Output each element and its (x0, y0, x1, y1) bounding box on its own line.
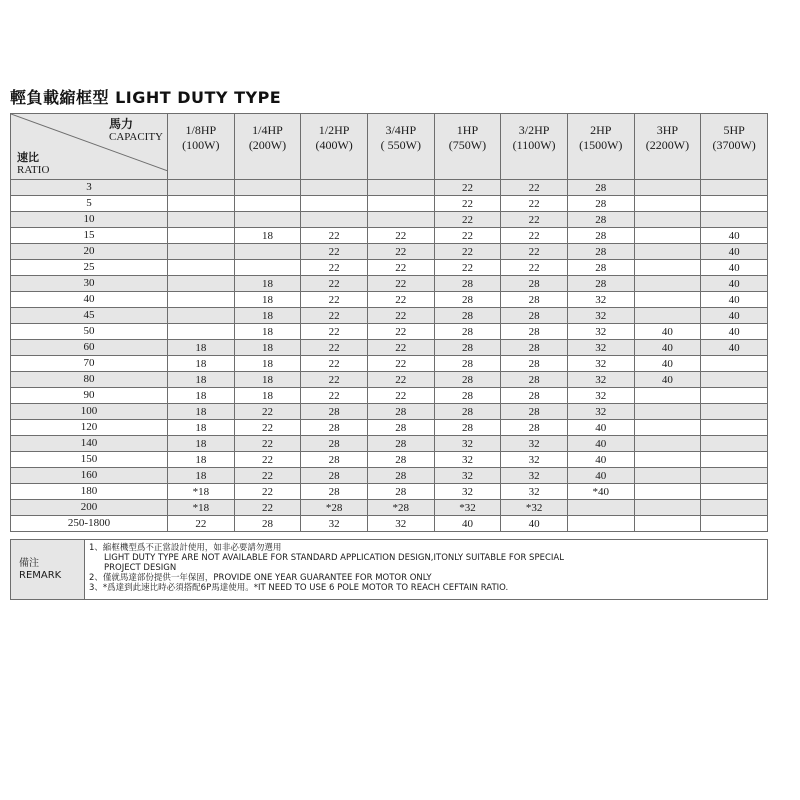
frame-size-cell: 32 (501, 452, 568, 468)
capacity-label-zh: 馬力 (108, 117, 133, 131)
frame-size-cell: 22 (501, 196, 568, 212)
frame-size-cell (234, 196, 301, 212)
ratio-label-zh: 速比 (17, 151, 39, 164)
remark-line-1-en: LIGHT DUTY TYPE ARE NOT AVAILABLE FOR STANDARD APPLICATION DESIGN,ITONLY SUITABLE FOR SPECIAL (104, 553, 564, 563)
frame-size-cell (634, 388, 701, 404)
remark-line-1-en-cont: PROJECT DESIGN (104, 563, 177, 573)
capacity-column-header (301, 114, 368, 180)
frame-size-cell: 28 (567, 244, 634, 260)
frame-size-cell: 18 (168, 436, 235, 452)
frame-size-cell: 28 (301, 452, 368, 468)
capacity-column-header (701, 114, 768, 180)
frame-size-cell: 28 (301, 484, 368, 500)
frame-size-cell: 28 (434, 340, 501, 356)
frame-size-cell (701, 212, 768, 228)
capacity-column-header (434, 114, 501, 180)
frame-size-cell: *18 (168, 484, 235, 500)
frame-size-cell (367, 180, 434, 196)
frame-size-cell: 18 (168, 388, 235, 404)
frame-size-cell: 32 (301, 516, 368, 532)
frame-size-cell: 40 (701, 244, 768, 260)
frame-size-cell: 22 (367, 228, 434, 244)
frame-size-cell: 32 (367, 516, 434, 532)
frame-size-cell: 22 (301, 388, 368, 404)
frame-size-cell: 18 (168, 420, 235, 436)
frame-size-cell (168, 276, 235, 292)
frame-size-cell: 18 (234, 388, 301, 404)
column-hp-label: 1/8HP (185, 123, 217, 137)
frame-size-cell: 28 (367, 468, 434, 484)
frame-size-cell: 28 (501, 404, 568, 420)
frame-size-cell: 22 (234, 404, 301, 420)
frame-size-cell: 28 (501, 356, 568, 372)
ratio-cell: 200 (11, 500, 168, 516)
frame-size-cell: 28 (301, 436, 368, 452)
frame-size-cell: 22 (301, 308, 368, 324)
ratio-cell: 5 (11, 196, 168, 212)
frame-size-cell: 32 (567, 324, 634, 340)
frame-size-cell: 28 (501, 340, 568, 356)
frame-size-cell: 40 (634, 372, 701, 388)
capacity-column-header (567, 114, 634, 180)
frame-size-cell (301, 212, 368, 228)
table-row (11, 228, 768, 244)
frame-size-cell: 28 (301, 468, 368, 484)
frame-size-cell: 18 (168, 404, 235, 420)
ratio-cell: 120 (11, 420, 168, 436)
remark-label-zh: 備注 (19, 557, 39, 569)
capacity-label-en: CAPACITY (109, 131, 163, 143)
frame-size-cell: 22 (367, 356, 434, 372)
frame-size-cell: 32 (567, 292, 634, 308)
ratio-cell: 90 (11, 388, 168, 404)
table-row (11, 452, 768, 468)
frame-size-cell: *40 (567, 484, 634, 500)
frame-size-cell: 28 (501, 292, 568, 308)
frame-size-cell: 28 (367, 484, 434, 500)
frame-size-cell (701, 468, 768, 484)
ratio-cell: 150 (11, 452, 168, 468)
remark-line-1: 1、縮框機型爲不正當設計使用，如非必要請勿選用 (89, 543, 282, 553)
frame-size-cell: 28 (367, 420, 434, 436)
column-hp-label: 1HP (456, 123, 479, 137)
frame-size-cell (634, 212, 701, 228)
frame-size-cell: 40 (701, 324, 768, 340)
frame-size-cell: *32 (434, 500, 501, 516)
frame-size-cell: 28 (367, 436, 434, 452)
frame-size-cell: 28 (434, 404, 501, 420)
frame-size-cell: 28 (567, 260, 634, 276)
frame-size-cell (634, 484, 701, 500)
ratio-cell: 250-1800 (11, 516, 168, 532)
frame-size-cell (634, 244, 701, 260)
frame-size-cell: 40 (701, 340, 768, 356)
ratio-cell: 40 (11, 292, 168, 308)
frame-size-cell (301, 180, 368, 196)
light-duty-spec-table (10, 113, 768, 532)
frame-size-cell: 18 (234, 228, 301, 244)
frame-size-cell: 22 (234, 500, 301, 516)
frame-size-cell: 28 (434, 276, 501, 292)
ratio-cell: 160 (11, 468, 168, 484)
remark-body (85, 540, 768, 600)
frame-size-cell: 40 (701, 276, 768, 292)
frame-size-cell: 22 (367, 324, 434, 340)
frame-size-cell: *28 (301, 500, 368, 516)
frame-size-cell: 28 (434, 372, 501, 388)
frame-size-cell: 22 (367, 388, 434, 404)
table-row (11, 180, 768, 196)
frame-size-cell (168, 228, 235, 244)
frame-size-cell (634, 180, 701, 196)
frame-size-cell: 28 (367, 404, 434, 420)
table-row (11, 196, 768, 212)
frame-size-cell: 32 (501, 436, 568, 452)
frame-size-cell (701, 420, 768, 436)
column-watt-label: (200W) (248, 138, 287, 152)
column-hp-label: 1/2HP (318, 123, 350, 137)
frame-size-cell: 28 (567, 228, 634, 244)
frame-size-cell (168, 324, 235, 340)
frame-size-cell: 22 (301, 292, 368, 308)
frame-size-cell (234, 244, 301, 260)
frame-size-cell: 40 (567, 468, 634, 484)
ratio-cell: 45 (11, 308, 168, 324)
frame-size-cell: 40 (567, 436, 634, 452)
frame-size-cell (701, 516, 768, 532)
ratio-cell: 60 (11, 340, 168, 356)
frame-size-cell (367, 196, 434, 212)
frame-size-cell (634, 436, 701, 452)
frame-size-cell: 22 (301, 276, 368, 292)
frame-size-cell: 40 (701, 292, 768, 308)
frame-size-cell: 22 (301, 356, 368, 372)
frame-size-cell (634, 292, 701, 308)
remark-label-en: REMARK (19, 569, 62, 581)
frame-size-cell: 22 (501, 180, 568, 196)
table-row (11, 484, 768, 500)
frame-size-cell (301, 196, 368, 212)
capacity-column-header (501, 114, 568, 180)
column-watt-label: (2200W) (645, 138, 690, 152)
capacity-column-header (367, 114, 434, 180)
column-watt-label: (1100W) (512, 138, 556, 152)
ratio-cell: 25 (11, 260, 168, 276)
table-row (11, 244, 768, 260)
frame-size-cell: 22 (434, 244, 501, 260)
frame-size-cell: 40 (701, 228, 768, 244)
frame-size-cell: 22 (301, 228, 368, 244)
frame-size-cell: 22 (234, 484, 301, 500)
frame-size-cell: 40 (634, 356, 701, 372)
frame-size-cell (634, 420, 701, 436)
frame-size-cell (634, 516, 701, 532)
frame-size-cell (634, 276, 701, 292)
frame-size-cell (168, 196, 235, 212)
frame-size-cell: 28 (567, 276, 634, 292)
frame-size-cell: 28 (434, 292, 501, 308)
frame-size-cell (567, 500, 634, 516)
frame-size-cell: 22 (434, 228, 501, 244)
frame-size-cell: 22 (301, 244, 368, 260)
table-row (11, 500, 768, 516)
column-watt-label: (750W) (448, 138, 487, 152)
frame-size-cell: 28 (501, 308, 568, 324)
column-hp-label: 3/2HP (518, 123, 550, 137)
frame-size-cell: 22 (301, 340, 368, 356)
frame-size-cell: 22 (367, 260, 434, 276)
ratio-cell: 30 (11, 276, 168, 292)
column-watt-label: (400W) (315, 138, 353, 152)
table-row (11, 516, 768, 532)
table-row (11, 388, 768, 404)
ratio-cell: 100 (11, 404, 168, 420)
frame-size-cell (701, 356, 768, 372)
frame-size-cell: 28 (234, 516, 301, 532)
frame-size-cell (367, 212, 434, 228)
frame-size-cell: 22 (234, 468, 301, 484)
frame-size-cell: 28 (301, 420, 368, 436)
frame-size-cell: 18 (234, 324, 301, 340)
frame-size-cell: 32 (567, 308, 634, 324)
frame-size-cell: 28 (434, 420, 501, 436)
capacity-column-header (234, 114, 301, 180)
table-row (11, 436, 768, 452)
frame-size-cell: 22 (234, 452, 301, 468)
frame-size-cell: 28 (434, 308, 501, 324)
frame-size-cell: 22 (367, 308, 434, 324)
frame-size-cell: 32 (567, 340, 634, 356)
table-row (11, 340, 768, 356)
column-watt-label: (3700W) (712, 138, 756, 152)
frame-size-cell: 18 (234, 308, 301, 324)
table-corner-header (11, 114, 168, 180)
frame-size-cell: 28 (501, 420, 568, 436)
ratio-cell: 10 (11, 212, 168, 228)
table-row (11, 212, 768, 228)
frame-size-cell: 22 (367, 276, 434, 292)
frame-size-cell (701, 180, 768, 196)
ratio-cell: 3 (11, 180, 168, 196)
frame-size-cell (701, 500, 768, 516)
frame-size-cell: 32 (434, 436, 501, 452)
frame-size-cell: 18 (168, 356, 235, 372)
remark-line-2: 2、僅就馬達部份提供一年保固，PROVIDE ONE YEAR GUARANTEE FOR MOTOR ONLY (89, 573, 432, 583)
remark-section (10, 539, 768, 600)
frame-size-cell: 32 (567, 404, 634, 420)
frame-size-cell: 32 (434, 484, 501, 500)
frame-size-cell: 22 (301, 324, 368, 340)
frame-size-cell (701, 404, 768, 420)
frame-size-cell: 40 (701, 260, 768, 276)
table-row (11, 420, 768, 436)
frame-size-cell: 22 (434, 180, 501, 196)
ratio-cell: 70 (11, 356, 168, 372)
frame-size-cell: 32 (567, 388, 634, 404)
column-watt-label: ( 550W) (380, 138, 421, 152)
column-hp-label: 3HP (656, 123, 679, 137)
frame-size-cell (234, 260, 301, 276)
frame-size-cell: 18 (234, 340, 301, 356)
frame-size-cell: 32 (434, 468, 501, 484)
frame-size-cell: 40 (501, 516, 568, 532)
frame-size-cell (168, 260, 235, 276)
frame-size-cell: 18 (234, 356, 301, 372)
frame-size-cell: 22 (434, 196, 501, 212)
column-hp-label: 3/4HP (385, 123, 417, 137)
frame-size-cell (634, 452, 701, 468)
frame-size-cell: 28 (567, 212, 634, 228)
frame-size-cell: 18 (168, 468, 235, 484)
frame-size-cell: 28 (567, 196, 634, 212)
capacity-column-header (168, 114, 235, 180)
frame-size-cell (701, 452, 768, 468)
table-row (11, 372, 768, 388)
frame-size-cell: 40 (567, 420, 634, 436)
frame-size-cell (234, 212, 301, 228)
frame-size-cell: 22 (434, 212, 501, 228)
frame-size-cell: 32 (501, 468, 568, 484)
frame-size-cell: 22 (367, 244, 434, 260)
frame-size-cell: 22 (234, 420, 301, 436)
remark-line-3: 3、*爲達到此速比時必須搭配6P馬達使用。*IT NEED TO USE 6 POLE MOTOR TO REACH CEFTAIN RATIO. (89, 583, 509, 593)
frame-size-cell: 22 (234, 436, 301, 452)
ratio-cell: 15 (11, 228, 168, 244)
column-watt-label: (1500W) (579, 138, 623, 152)
frame-size-cell: 22 (434, 260, 501, 276)
table-row (11, 260, 768, 276)
frame-size-cell: 28 (301, 404, 368, 420)
frame-size-cell: 40 (567, 452, 634, 468)
frame-size-cell (701, 484, 768, 500)
table-row (11, 404, 768, 420)
remark-label (11, 540, 85, 600)
frame-size-cell: 28 (501, 388, 568, 404)
frame-size-cell: *32 (501, 500, 568, 516)
ratio-cell: 180 (11, 484, 168, 500)
frame-size-cell: 22 (367, 340, 434, 356)
ratio-cell: 50 (11, 324, 168, 340)
frame-size-cell (168, 212, 235, 228)
frame-size-cell (634, 308, 701, 324)
table-row (11, 308, 768, 324)
frame-size-cell (168, 308, 235, 324)
frame-size-cell: 18 (234, 276, 301, 292)
page-title: 輕負載縮框型 LIGHT DUTY TYPE (10, 88, 282, 107)
ratio-cell: 80 (11, 372, 168, 388)
frame-size-cell: 18 (234, 292, 301, 308)
frame-size-cell: 28 (434, 356, 501, 372)
frame-size-cell: 22 (501, 244, 568, 260)
frame-size-cell (634, 228, 701, 244)
frame-size-cell: 32 (567, 356, 634, 372)
column-hp-label: 2HP (590, 123, 612, 137)
table-row (11, 324, 768, 340)
frame-size-cell: 22 (501, 260, 568, 276)
frame-size-cell: *18 (168, 500, 235, 516)
frame-size-cell (567, 516, 634, 532)
frame-size-cell (634, 500, 701, 516)
frame-size-cell: *28 (367, 500, 434, 516)
frame-size-cell: 22 (501, 228, 568, 244)
table-row (11, 276, 768, 292)
frame-size-cell (634, 260, 701, 276)
frame-size-cell: 22 (301, 260, 368, 276)
ratio-label-en: RATIO (17, 164, 50, 176)
table-row (11, 292, 768, 308)
frame-size-cell: 18 (234, 372, 301, 388)
frame-size-cell: 22 (367, 292, 434, 308)
frame-size-cell (701, 372, 768, 388)
frame-size-cell: 22 (168, 516, 235, 532)
frame-size-cell: 28 (501, 276, 568, 292)
frame-size-cell: 40 (634, 324, 701, 340)
frame-size-cell: 32 (434, 452, 501, 468)
frame-size-cell (168, 180, 235, 196)
column-watt-label: (100W) (182, 138, 220, 152)
frame-size-cell: 40 (634, 340, 701, 356)
frame-size-cell: 28 (501, 324, 568, 340)
frame-size-cell: 18 (168, 452, 235, 468)
frame-size-cell (234, 180, 301, 196)
frame-size-cell (634, 468, 701, 484)
frame-size-cell: 40 (434, 516, 501, 532)
frame-size-cell: 18 (168, 372, 235, 388)
frame-size-cell: 28 (501, 372, 568, 388)
table-row (11, 356, 768, 372)
frame-size-cell (701, 436, 768, 452)
frame-size-cell: 40 (701, 308, 768, 324)
frame-size-cell: 22 (367, 372, 434, 388)
ratio-cell: 20 (11, 244, 168, 260)
frame-size-cell: 32 (567, 372, 634, 388)
ratio-cell: 140 (11, 436, 168, 452)
frame-size-cell (634, 196, 701, 212)
capacity-column-header (634, 114, 701, 180)
frame-size-cell (168, 244, 235, 260)
table-row (11, 468, 768, 484)
table-header-row (11, 114, 768, 180)
frame-size-cell: 28 (434, 388, 501, 404)
frame-size-cell (634, 404, 701, 420)
frame-size-cell: 28 (567, 180, 634, 196)
frame-size-cell: 22 (301, 372, 368, 388)
frame-size-cell: 32 (501, 484, 568, 500)
column-hp-label: 1/4HP (252, 123, 283, 137)
column-hp-label: 5HP (723, 123, 745, 137)
frame-size-cell: 28 (434, 324, 501, 340)
frame-size-cell (701, 388, 768, 404)
frame-size-cell (701, 196, 768, 212)
frame-size-cell: 22 (501, 212, 568, 228)
frame-size-cell (168, 292, 235, 308)
frame-size-cell: 28 (367, 452, 434, 468)
frame-size-cell: 18 (168, 340, 235, 356)
